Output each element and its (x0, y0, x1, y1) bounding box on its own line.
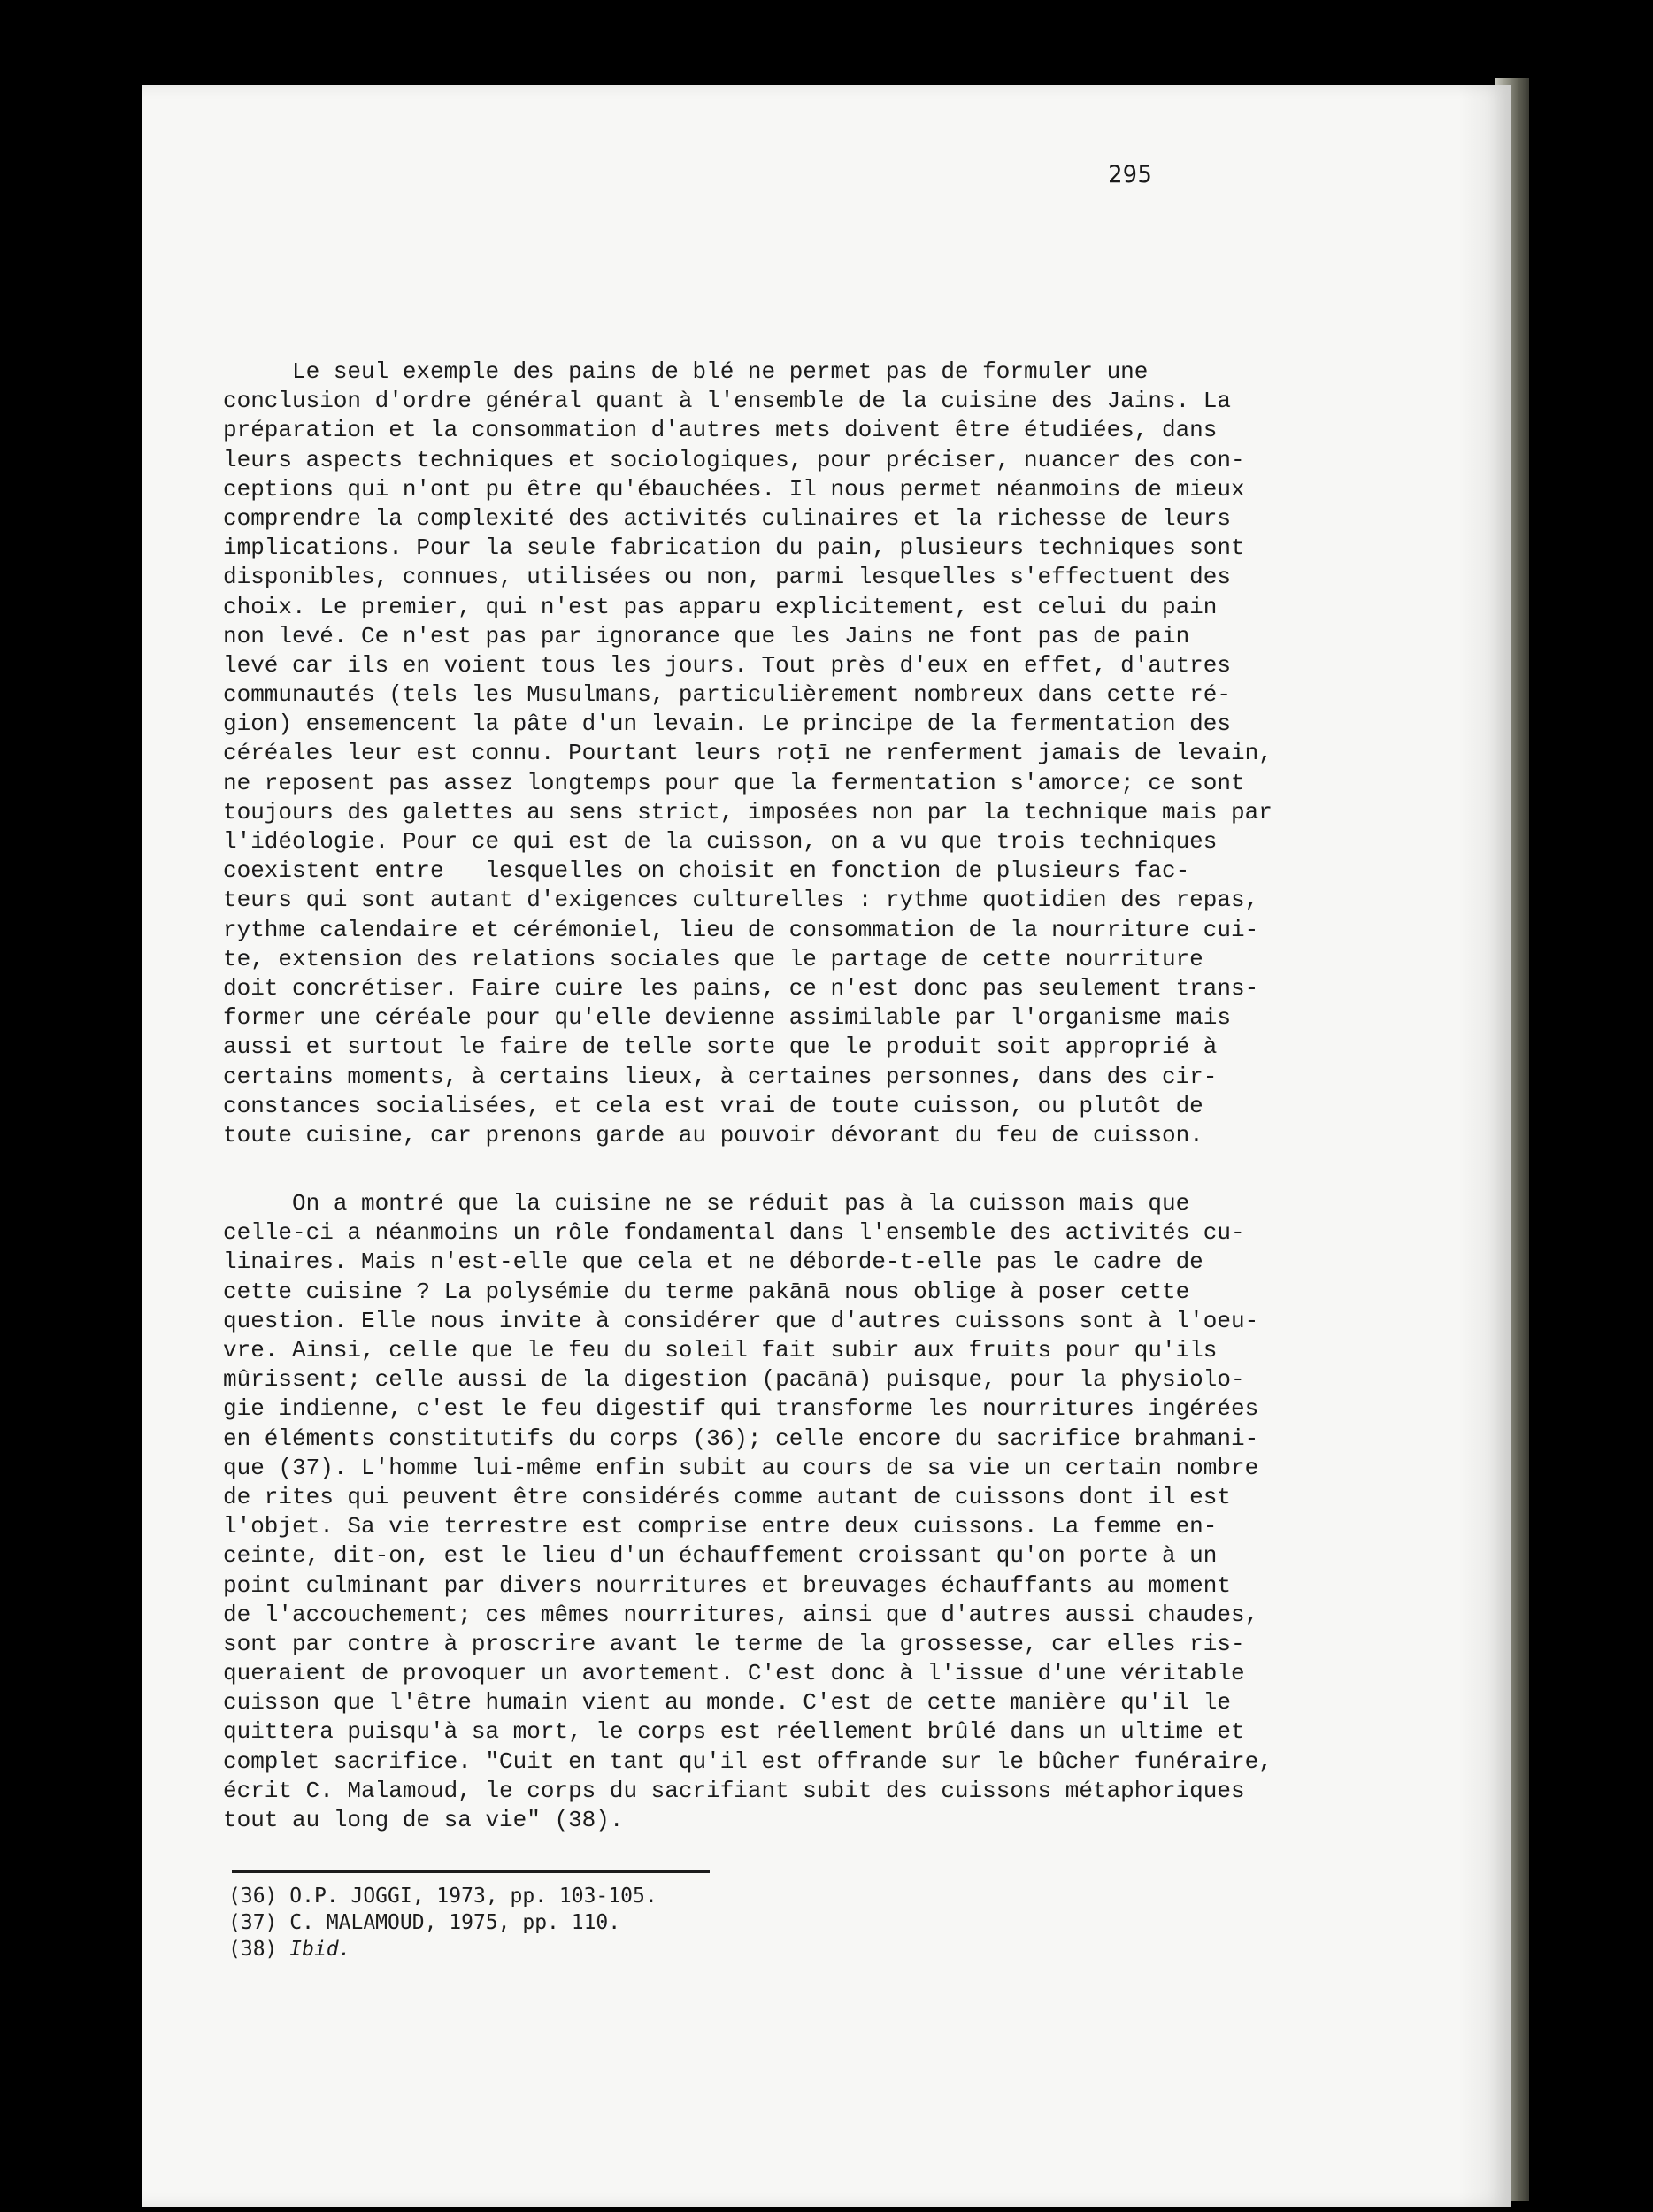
footnotes (228, 1883, 657, 1962)
text-line: aussi et surtout le faire de telle sorte que le produit soit approprié à (223, 1033, 1218, 1061)
footnote-text: C. MALAMOUD, 1975, pp. 110. (289, 1911, 621, 1934)
text-line: linaires. Mais n'est-elle que cela et ne déborde-t-elle pas le cadre de (223, 1248, 1203, 1276)
text-line: non levé. Ce n'est pas par ignorance que les Jains ne font pas de pain (223, 622, 1190, 649)
text-line: vre. Ainsi, celle que le feu du soleil fait subir aux fruits pour qu'ils (223, 1337, 1218, 1363)
text-line: communautés (tels les Musulmans, particulièrement nombreux dans cette ré- (223, 681, 1231, 709)
body-text (223, 357, 1334, 1835)
text-line: que (37). L'homme lui-même enfin subit au cours de sa vie un certain nombre (223, 1454, 1259, 1481)
footnote-37 (228, 1909, 657, 1936)
text-line: implications. Pour la seule fabrication du pain, plusieurs techniques sont (223, 534, 1245, 562)
page-number: 295 (1108, 161, 1153, 188)
text-line: céréales leur est connu. Pourtant leurs roṭī ne renferment jamais de levain, (223, 740, 1272, 767)
text-line: cuisson que l'être humain vient au monde. C'est de cette manière qu'il le (223, 1689, 1231, 1717)
paragraph-2 (223, 1189, 1334, 1835)
text-line: quittera puisqu'à sa mort, le corps est réellement brûlé dans un ultime et (223, 1718, 1245, 1746)
text-line: queraient de provoquer un avortement. C'est donc à l'issue d'une véritable (223, 1660, 1245, 1687)
text-line: teurs qui sont autant d'exigences culturelles : rythme quotidien des repas, (223, 887, 1259, 914)
text-line: comprendre la complexité des activités culinaires et la richesse de leurs (223, 504, 1231, 532)
text-line: doit concrétiser. Faire cuire les pains, ce n'est donc pas seulement trans- (223, 974, 1259, 1002)
text-line: Le seul exemple des pains de blé ne permet pas de formuler une (223, 358, 1149, 385)
text-line: levé car ils en voient tous les jours. Tout près d'eux en effet, d'autres (223, 651, 1231, 679)
text-line: l'objet. Sa vie terrestre est comprise entre deux cuissons. La femme en- (223, 1513, 1218, 1540)
text-line: ne reposent pas assez longtemps pour que la fermentation s'amorce; ce sont (223, 769, 1245, 796)
text-line: sont par contre à proscrire avant le terme de la grossesse, car elles ris- (223, 1630, 1245, 1657)
text-line: ceinte, dit-on, est le lieu d'un échauffement croissant qu'on porte à un (223, 1542, 1218, 1570)
text-line: conclusion d'ordre général quant à l'ensemble de la cuisine des Jains. La (223, 388, 1231, 415)
footnote-marker: (37) (228, 1911, 278, 1934)
text-line: gie indienne, c'est le feu digestif qui transforme les nourritures ingérées (223, 1395, 1259, 1423)
footnote-divider (232, 1870, 710, 1873)
footnote-marker: (38) (228, 1938, 278, 1961)
text-line: toujours des galettes au sens strict, imposées non par la technique mais par (223, 798, 1272, 826)
text-line: préparation et la consommation d'autres mets doivent être étudiées, dans (223, 417, 1218, 444)
text-line: toute cuisine, car prenons garde au pouvoir dévorant du feu de cuisson. (223, 1121, 1203, 1148)
text-line: celle-ci a néanmoins un rôle fondamental dans l'ensemble des activités cu- (223, 1219, 1245, 1247)
text-line: On a montré que la cuisine ne se réduit pas à la cuisson mais que (223, 1190, 1190, 1217)
text-line: l'idéologie. Pour ce qui est de la cuisson, on a vu que trois techniques (223, 828, 1218, 855)
text-line: te, extension des relations sociales que le partage de cette nourriture (223, 945, 1203, 972)
text-line: gion) ensemencent la pâte d'un levain. Le principe de la fermentation des (223, 710, 1231, 738)
footnote-text: O.P. JOGGI, 1973, pp. 103-105. (289, 1885, 657, 1908)
text-line: ceptions qui n'ont pu être qu'ébauchées. Il nous permet néanmoins de mieux (223, 475, 1245, 503)
footnote-marker: (36) (228, 1885, 278, 1908)
text-line: former une céréale pour qu'elle devienne assimilable par l'organisme mais (223, 1004, 1231, 1032)
footnote-36 (228, 1883, 657, 1909)
text-line: leurs aspects techniques et sociologiques, pour préciser, nuancer des con- (223, 446, 1245, 473)
text-line: choix. Le premier, qui n'est pas apparu explicitement, est celui du pain (223, 593, 1218, 620)
text-line: de rites qui peuvent être considérés comme autant de cuissons dont il est (223, 1483, 1231, 1510)
text-line: coexistent entre lesquelles on choisit en fonction de plusieurs fac- (223, 857, 1190, 885)
text-line: disponibles, connues, utilisées ou non, parmi lesquelles s'effectuent des (223, 564, 1231, 591)
text-line: tout au long de sa vie" (38). (223, 1807, 624, 1833)
footnote-text: Ibid. (289, 1938, 351, 1961)
text-line: certains moments, à certains lieux, à certaines personnes, dans des cir- (223, 1063, 1218, 1090)
paragraph-1 (223, 357, 1334, 1150)
text-line: mûrissent; celle aussi de la digestion (pacānā) puisque, pour la physiolo- (223, 1366, 1245, 1394)
text-line: rythme calendaire et cérémoniel, lieu de consommation de la nourriture cui- (223, 916, 1259, 943)
text-line: point culminant par divers nourritures et breuvages échauffants au moment (223, 1571, 1231, 1599)
text-line: de l'accouchement; ces mêmes nourritures, ainsi que d'autres aussi chaudes, (223, 1601, 1259, 1628)
text-line: constances socialisées, et cela est vrai de toute cuisson, ou plutôt de (223, 1092, 1203, 1119)
text-line: en éléments constitutifs du corps (36); celle encore du sacrifice brahmani- (223, 1425, 1259, 1452)
paragraph-gap (223, 1150, 1334, 1189)
text-line: écrit C. Malamoud, le corps du sacrifiant subit des cuissons métaphoriques (223, 1777, 1245, 1804)
text-line: complet sacrifice. "Cuit en tant qu'il est offrande sur le bûcher funéraire, (223, 1747, 1272, 1775)
page-shade (1458, 85, 1511, 2207)
text-line: cette cuisine ? La polysémie du terme pakānā nous oblige à poser cette (223, 1278, 1190, 1305)
text-line: question. Elle nous invite à considérer que d'autres cuissons sont à l'oeu- (223, 1307, 1259, 1334)
footnote-38 (228, 1936, 657, 1962)
